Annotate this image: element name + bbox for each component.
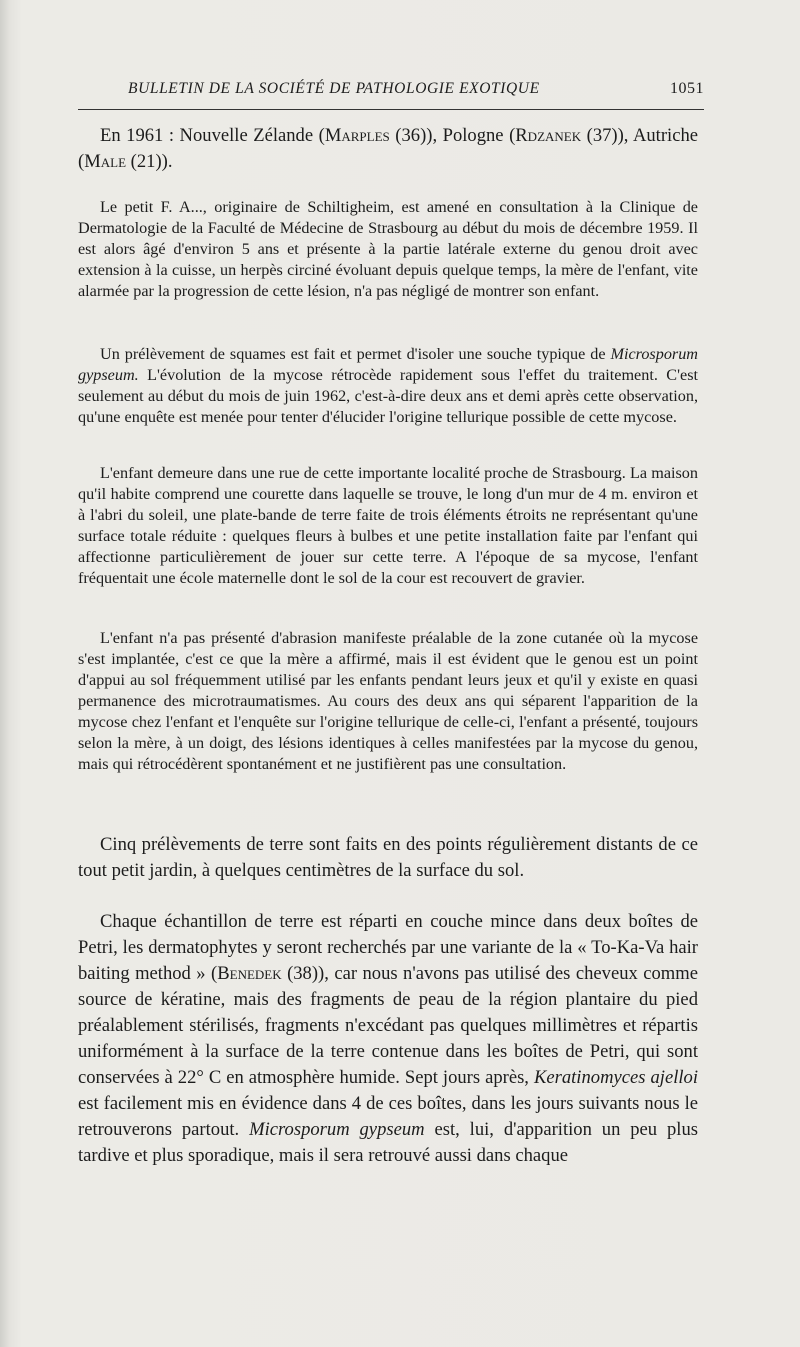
text-span: est facilement mis en évidence dans 4 de ces boîtes, dans les jours suivants nous le retrouverons partout.	[78, 1093, 698, 1140]
paragraph-case-report: Le petit F. A..., originaire de Schiltigheim, est amené en consultation à la Clinique de Dermatologie de la Faculté de Médecine de Strasbourg au début du mois de décembre 1959. Il est alors âgé d'environ 5 ans et présente à la partie latérale externe du genou droit avec extension à la cuisse, un herpès circiné évoluant depuis quelque temps, la mère de l'enfant, vite alarmée par la progression de cette lésion, n'a pas négligé de montrer son enfant.	[78, 198, 698, 300]
paragraph-method	[78, 909, 698, 1169]
author-name: Male	[84, 151, 127, 172]
author-name: Rdzanek	[515, 125, 582, 146]
text-span: Un prélèvement de squames est fait et permet d'isoler une souche typique de	[100, 345, 611, 363]
paragraph-sampling	[78, 344, 698, 428]
paragraph-abrasion: L'enfant n'a pas présenté d'abrasion manifeste préalable de la zone cutanée où la mycose s'est implantée, c'est ce que la mère a affirmé, mais il est évident que le genou est un point d'appui au sol fréquemment utilisé par les enfants pendant leurs jeux et qu'il y existe en quasi permanence des microtraumatismes. Au cours des deux ans qui séparent l'apparition de la mycose chez l'enfant et l'enquête sur l'origine tellurique de celle-ci, l'enfant a présenté, toujours selon la mère, à un doigt, des lésions identiques à celles manifestées par la mycose du genou, mais qui rétrocédèrent spontanément et ne justifièrent pas une consultation.	[78, 629, 698, 773]
text-span: (37)), Autriche (	[78, 125, 699, 172]
page-number: 1051	[670, 80, 704, 97]
text-span: En 1961 : Nouvelle Zélande (	[100, 125, 325, 146]
paragraph-residence: L'enfant demeure dans une rue de cette importante localité proche de Strasbourg. La maison qu'il habite comprend une courette dans laquelle se trouve, le long d'un mur de 4 m. environ et à l'abri du soleil, une plate-bande de terre faite de trois éléments étroits ne représentant qu'une surface totale réduite : quelques fleurs à bulbes et une petite installation faite par l'enfant qui affectionne particulièrement de jouer sur cette terre. A l'époque de sa mycose, l'enfant fréquentait une école maternelle dont le sol de la cour est recouvert de gravier.	[78, 464, 698, 587]
text-span: L'évolution de la mycose rétrocède rapidement sous l'effet du traitement. C'est seulement au début du mois de juin 1962, c'est-à-dire deux ans et demi après cette observation, qu'une enquête est menée pour tenter d'élucider l'origine tellurique possible de cette mycose.	[78, 366, 698, 426]
text-span: (21)).	[126, 151, 173, 172]
species-name: Keratinomyces ajelloi	[533, 1067, 698, 1088]
paragraph-1961-cases	[78, 123, 698, 175]
species-name: Microsporum gypseum.	[78, 345, 698, 384]
text-span: Chaque échantillon de terre est réparti en couche mince dans deux boîtes de Petri, les dermatophytes y seront recherchés par une variante de la « To-Ka-Va hair baiting method » (	[78, 911, 698, 984]
text-span: (38)), car nous n'avons pas utilisé des cheveux comme source de kératine, mais des fragments de peau de la région plantaire du pied préalablement stérilisés, fragments n'excédant pas quelques millimètres et répartis uniformément à la surface de la terre contenue dans les boîtes de Petri, qui sont conservées à 22° C en atmosphère humide. Sept jours après,	[78, 963, 698, 1088]
author-name: Benedek	[217, 963, 282, 984]
paragraph-soil-samples: Cinq prélèvements de terre sont faits en des points régulièrement distants de ce tout petit jardin, à quelques centimètres de la surface du sol.	[78, 834, 698, 881]
text-span: (36)), Pologne (	[389, 125, 516, 146]
journal-title: BULLETIN DE LA SOCIÉTÉ DE PATHOLOGIE EXOTIQUE	[128, 80, 540, 97]
species-name: Microsporum gypseum	[249, 1119, 425, 1140]
text-span: est, lui, d'apparition un peu plus tardive et plus sporadique, mais il sera retrouvé aussi dans chaque	[78, 1119, 698, 1166]
header-rule	[78, 109, 704, 110]
running-header	[78, 76, 704, 102]
author-name: Marples	[324, 125, 390, 146]
